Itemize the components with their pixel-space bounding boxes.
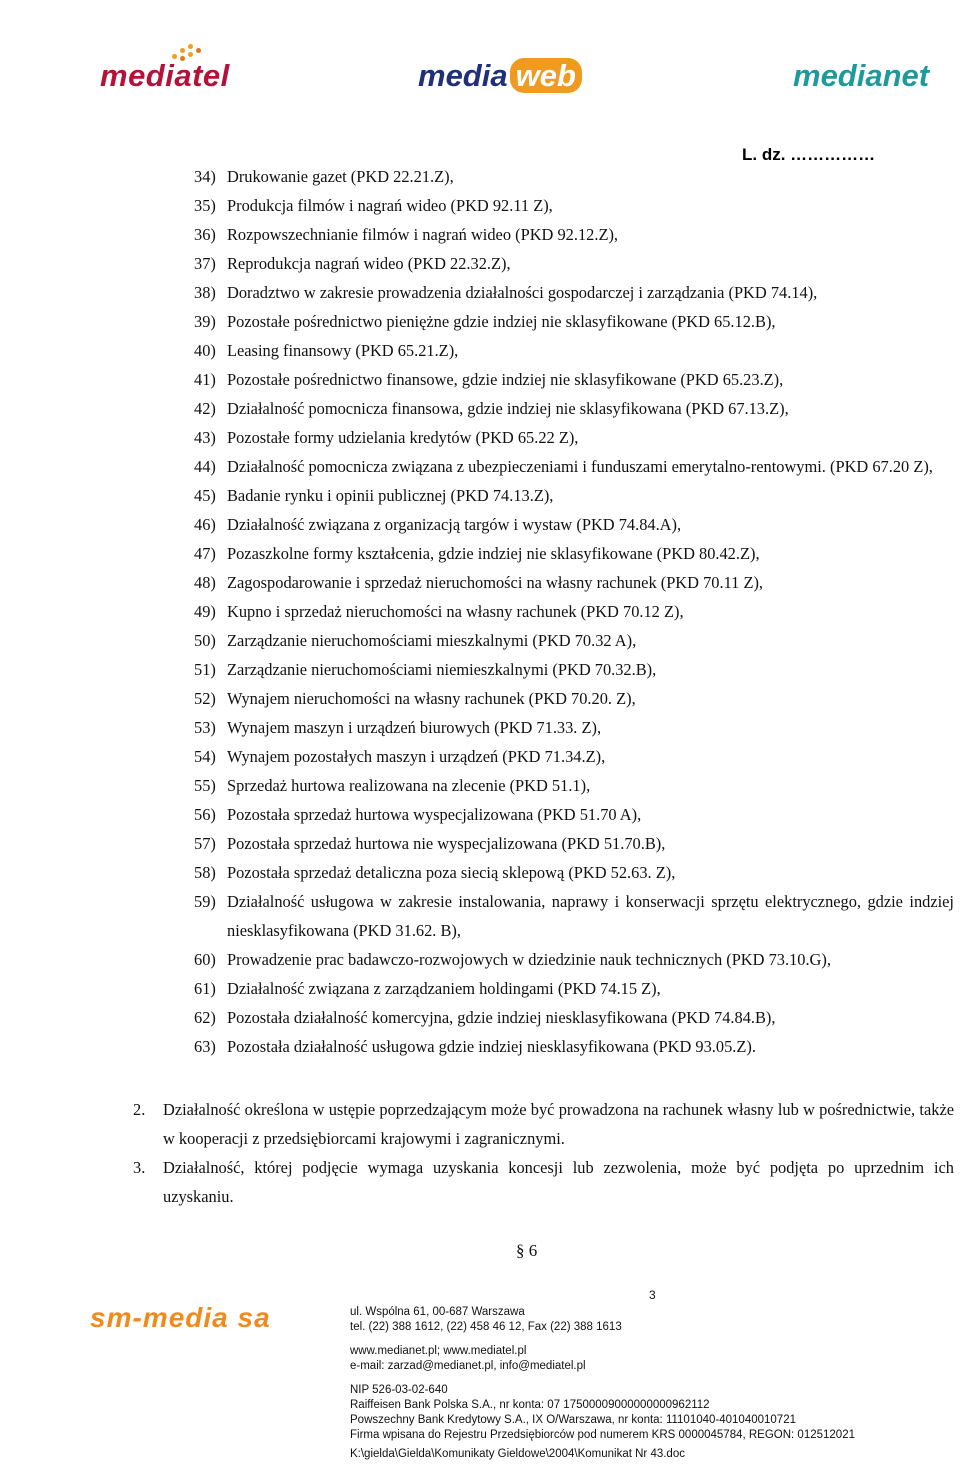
list-item-number: 46) (194, 515, 216, 534)
list-item (194, 191, 954, 220)
list-item-number: 44) (194, 457, 216, 476)
list-item-text: Działalność pomocnicza finansowa, gdzie indziej nie sklasyfikowana (PKD 67.13.Z), (227, 399, 789, 418)
list-item-number: 42) (194, 399, 216, 418)
list-item-text: Reprodukcja nagrań wideo (PKD 22.32.Z), (227, 254, 511, 273)
list-item-number: 51) (194, 660, 216, 679)
list-item-text: Doradztwo w zakresie prowadzenia działalności gospodarczej i zarządzania (PKD 74.14), (227, 283, 818, 302)
list-item-text: Pozaszkolne formy kształcenia, gdzie indziej nie sklasyfikowane (PKD 80.42.Z), (227, 544, 760, 563)
list-item (194, 742, 954, 771)
list-item-text: Rozpowszechnianie filmów i nagrań wideo (PKD 92.12.Z), (227, 225, 619, 244)
list-item (194, 858, 954, 887)
paragraph-number: 2. (133, 1100, 146, 1119)
list-item-number: 57) (194, 834, 216, 853)
list-item (194, 1032, 954, 1061)
list-item-text: Wynajem pozostałych maszyn i urządzeń (PKD 71.34.Z), (227, 747, 606, 766)
list-item (194, 278, 954, 307)
list-item (194, 162, 954, 191)
paragraph-2 (133, 1095, 954, 1153)
list-item-number: 43) (194, 428, 216, 447)
list-item-number: 41) (194, 370, 216, 389)
list-item-number: 35) (194, 196, 216, 215)
mediaweb-logo-web: web (510, 58, 582, 93)
list-item-text: Zagospodarowanie i sprzedaż nieruchomości na własny rachunek (PKD 70.11 Z), (227, 573, 764, 592)
footer-address: ul. Wspólna 61, 00-687 Warszawa (350, 1306, 525, 1318)
list-item-text: Wynajem maszyn i urządzeń biurowych (PKD 71.33. Z), (227, 718, 602, 737)
list-item-text: Pozostała sprzedaż hurtowa nie wyspecjalizowana (PKD 51.70.B), (227, 834, 666, 853)
list-item-number: 59) (194, 892, 216, 911)
list-item-number: 45) (194, 486, 216, 505)
list-item-text: Wynajem nieruchomości na własny rachunek (PKD 70.20. Z), (227, 689, 636, 708)
list-item (194, 713, 954, 742)
list-item (194, 307, 954, 336)
section-mark: § 6 (516, 1241, 538, 1260)
footer-nip: NIP 526-03-02-640 (350, 1384, 448, 1396)
list-item-text: Pozostała sprzedaż detaliczna poza siecią sklepową (PKD 52.63. Z), (227, 863, 676, 882)
list-item (194, 365, 954, 394)
list-item-number: 36) (194, 225, 216, 244)
paragraph-text: Działalność, której podjęcie wymaga uzyskania koncesji lub zezwolenia, może być podjęta po uprzednim ich uzyskaniu. (163, 1158, 954, 1206)
footer-web-block (350, 1344, 586, 1374)
list-item (194, 568, 954, 597)
list-item-number: 34) (194, 167, 216, 186)
footer-file-path: K:\gielda\Gielda\Komunikaty Gieldowe\2004\Komunikat Nr 43.doc (350, 1448, 685, 1460)
list-item-number: 52) (194, 689, 216, 708)
list-item-text: Pozostałe pośrednictwo finansowe, gdzie indziej nie sklasyfikowane (PKD 65.23.Z), (227, 370, 784, 389)
footer-phone: tel. (22) 388 1612, (22) 458 46 12, Fax (22) 388 1613 (350, 1321, 622, 1333)
list-item-number: 40) (194, 341, 216, 360)
paragraph-text: Działalność określona w ustępie poprzedzającym może być prowadzona na rachunek własny lub w pośrednictwie, także w kooperacji z przedsiębiorcami krajowymi i zagranicznymi. (163, 1100, 954, 1148)
list-item-number: 39) (194, 312, 216, 331)
list-item-text: Badanie rynku i opinii publicznej (PKD 74.13.Z), (227, 486, 554, 505)
paragraph-3 (133, 1153, 954, 1211)
footer-web: www.medianet.pl; www.mediatel.pl (350, 1345, 527, 1357)
list-item-number: 55) (194, 776, 216, 795)
paragraph-number: 3. (133, 1158, 146, 1177)
list-item-text: Pozostałe pośrednictwo pieniężne gdzie indziej nie sklasyfikowane (PKD 65.12.B), (227, 312, 776, 331)
list-item-text: Pozostałe formy udzielania kredytów (PKD 65.22 Z), (227, 428, 579, 447)
list-item-number: 48) (194, 573, 216, 592)
list-item-text: Kupno i sprzedaż nieruchomości na własny rachunek (PKD 70.12 Z), (227, 602, 684, 621)
list-item-text: Działalność pomocnicza związana z ubezpieczeniami i funduszami emerytalno-rentowymi. (PKD 67.20 Z), (227, 457, 933, 476)
list-item (194, 945, 954, 974)
list-item-number: 54) (194, 747, 216, 766)
list-item (194, 887, 954, 945)
list-item (194, 684, 954, 713)
list-item-text: Pozostała sprzedaż hurtowa wyspecjalizowana (PKD 51.70 A), (227, 805, 642, 824)
list-item (194, 655, 954, 684)
list-item (194, 481, 954, 510)
list-item (194, 394, 954, 423)
list-item-number: 63) (194, 1037, 216, 1056)
smmedia-logo: sm-media sa (90, 1302, 271, 1333)
list-item-text: Pozostała działalność usługowa gdzie indziej niesklasyfikowana (PKD 93.05.Z). (227, 1037, 756, 1056)
list-item-number: 49) (194, 602, 216, 621)
medianet-logo: medianet (793, 58, 930, 93)
list-item-text: Produkcja filmów i nagrań wideo (PKD 92.11 Z), (227, 196, 553, 215)
list-item (194, 510, 954, 539)
list-item-number: 37) (194, 254, 216, 273)
mediaweb-logo-media: media (418, 58, 508, 93)
list-item-text: Leasing finansowy (PKD 65.21.Z), (227, 341, 459, 360)
list-item (194, 423, 954, 452)
footer-address-block (350, 1305, 622, 1335)
list-item-text: Pozostała działalność komercyjna, gdzie indziej niesklasyfikowana (PKD 74.84.B), (227, 1008, 776, 1027)
list-item (194, 800, 954, 829)
list-item-number: 60) (194, 950, 216, 969)
list-item-text: Drukowanie gazet (PKD 22.21.Z), (227, 167, 454, 186)
list-item (194, 974, 954, 1003)
list-item (194, 452, 954, 481)
list-item (194, 539, 954, 568)
list-item-text: Działalność usługowa w zakresie instalowania, naprawy i konserwacji sprzętu elektrycznego, gdzie indziej niesklasyfikowana (PKD 31.62. B), (227, 892, 954, 940)
list-item-number: 50) (194, 631, 216, 650)
list-item-number: 47) (194, 544, 216, 563)
footer-registry: Firma wpisana do Rejestru Przedsiębiorców pod numerem KRS 0000045784, REGON: 012512021 (350, 1429, 855, 1441)
list-item-number: 38) (194, 283, 216, 302)
page-number: 3 (649, 1288, 656, 1302)
list-item-text: Działalność związana z zarządzaniem holdingami (PKD 74.15 Z), (227, 979, 661, 998)
list-item-number: 58) (194, 863, 216, 882)
list-item-text: Sprzedaż hurtowa realizowana na zlecenie (PKD 51.1), (227, 776, 591, 795)
list-item-text: Zarządzanie nieruchomościami mieszkalnymi (PKD 70.32 A), (227, 631, 637, 650)
mediaweb-logo (418, 58, 582, 94)
list-item-text: Prowadzenie prac badawczo-rozwojowych w dziedzinie nauk technicznych (PKD 73.10.G), (227, 950, 831, 969)
footer-company-block (350, 1383, 855, 1443)
list-item (194, 597, 954, 626)
list-item-text: Działalność związana z organizacją targów i wystaw (PKD 74.84.A), (227, 515, 682, 534)
list-item-number: 62) (194, 1008, 216, 1027)
list-item (194, 771, 954, 800)
list-item-number: 61) (194, 979, 216, 998)
list-item (194, 1003, 954, 1032)
list-item-number: 53) (194, 718, 216, 737)
list-item (194, 249, 954, 278)
activity-list (194, 162, 954, 1061)
footer-path-block (350, 1447, 685, 1462)
footer-bank-2: Powszechny Bank Kredytowy S.A., IX O/Warszawa, nr konta: 11101040-401040010721 (350, 1414, 796, 1426)
list-item (194, 829, 954, 858)
list-item (194, 336, 954, 365)
list-item-number: 56) (194, 805, 216, 824)
footer-email: e-mail: zarzad@medianet.pl, info@mediatel.pl (350, 1360, 586, 1372)
footer-bank-1: Raiffeisen Bank Polska S.A., nr konta: 07 17500009000000000962112 (350, 1399, 710, 1411)
list-item (194, 220, 954, 249)
list-item (194, 626, 954, 655)
list-item-text: Zarządzanie nieruchomościami niemieszkalnymi (PKD 70.32.B), (227, 660, 657, 679)
mediatel-logo: mediatel (100, 58, 230, 93)
reference-number-label: L. dz. …………… (742, 145, 876, 164)
